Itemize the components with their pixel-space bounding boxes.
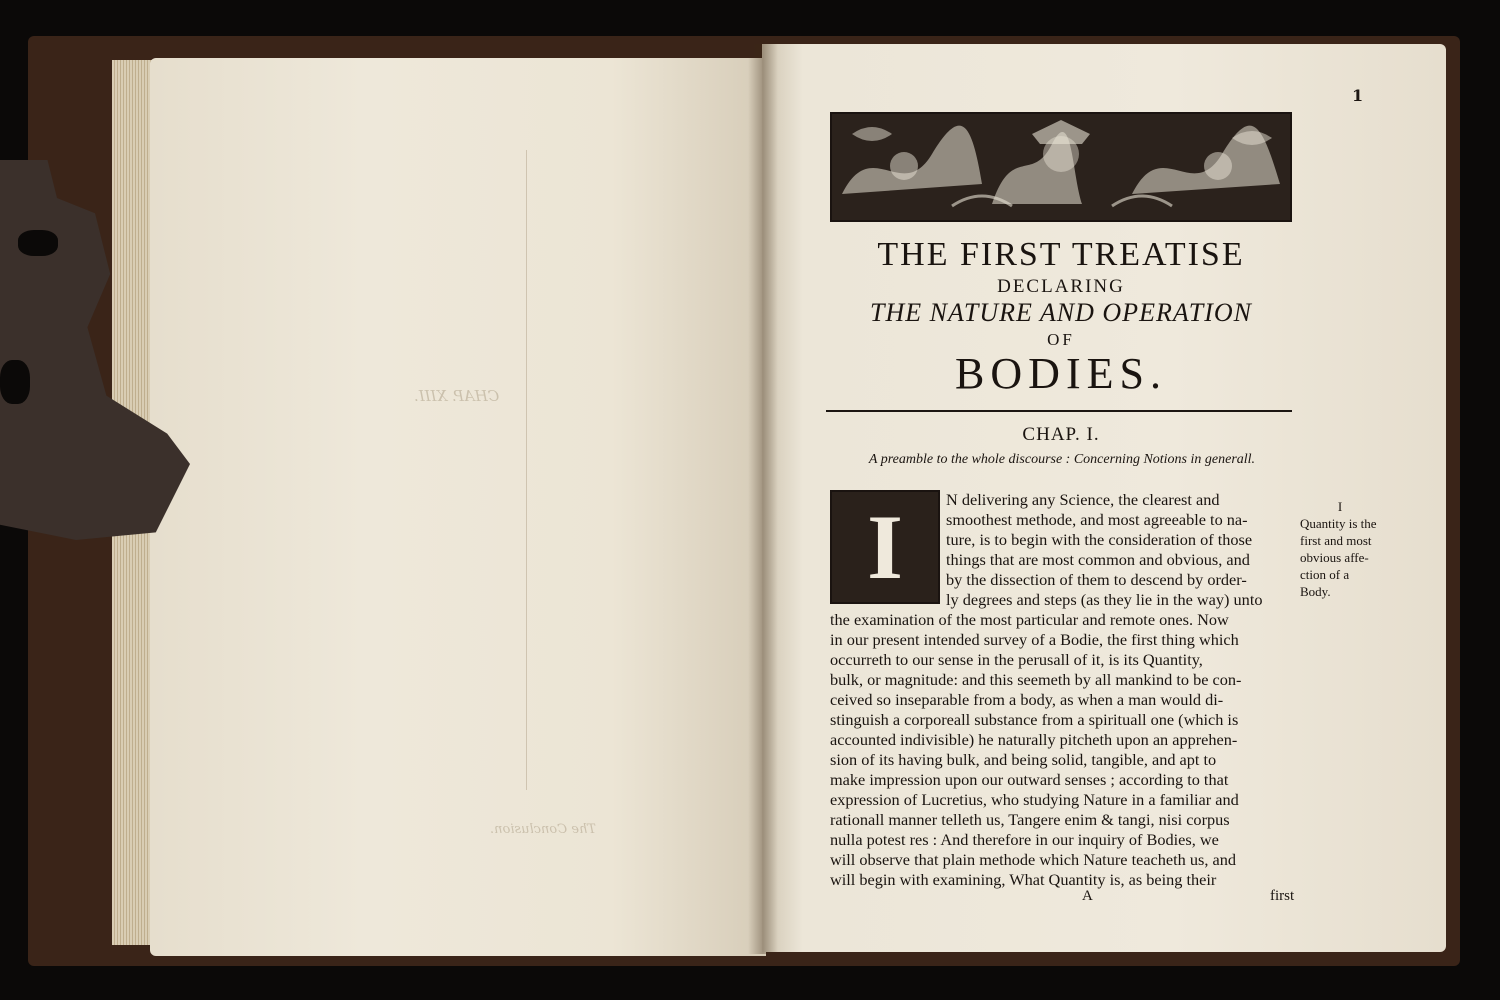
body-line: nulla potest res : And therefore in our inquiry of Bodies, we	[830, 830, 1219, 849]
ornamental-headpiece	[830, 112, 1292, 222]
body-line: by the dissection of them to descend by order-	[946, 570, 1247, 589]
body-line: the examination of the most particular and remote ones. Now	[830, 610, 1229, 629]
body-line: make impression upon our outward senses ; according to that	[830, 770, 1229, 789]
page-number: 1	[1352, 86, 1364, 105]
body-line: ceived so inseparable from a body, as when a man would di-	[830, 690, 1224, 709]
chapter-subtitle: A preamble to the whole discourse : Concerning Notions in generall.	[868, 452, 1256, 467]
body-line: will observe that plain methode which Nature teacheth us, and	[830, 850, 1236, 869]
verso-page	[150, 58, 766, 956]
body-line: in our present intended survey of a Bodie, the first thing which	[830, 630, 1239, 649]
body-line: stinguish a corporeall substance from a spirituall one (which is	[830, 710, 1239, 729]
body-line: expression of Lucretius, who studying Nature in a familiar and	[830, 790, 1239, 809]
marginal-note	[1300, 498, 1412, 600]
body-line: accounted indivisible) he naturally pitcheth upon an apprehen-	[830, 730, 1238, 749]
treatise-title: THE FIRST TREATISE	[877, 236, 1245, 273]
signature-mark: A	[1082, 888, 1093, 904]
bleed-through-rule	[526, 150, 527, 790]
marginal-note-text: Quantity is the first and most obvious affe- ction of a Body.	[1300, 516, 1377, 599]
body-line: bulk, or magnitude: and this seemeth by all mankind to be con-	[830, 670, 1242, 689]
title-rule	[826, 410, 1292, 412]
body-line: occurreth to our sense in the perusall of it, is its Quantity,	[830, 650, 1203, 669]
title-of: OF	[1047, 330, 1075, 349]
bleed-through-footer: The Conclusion.	[490, 822, 596, 837]
bleed-through-chapter: CHAP. XIII.	[414, 387, 500, 405]
chapter-heading: CHAP. I.	[1022, 424, 1100, 445]
body-line: smoothest methode, and most agreeable to na-	[946, 510, 1248, 529]
decorated-initial	[830, 490, 940, 604]
body-line: things that are most common and obvious, and	[946, 550, 1250, 569]
catchword: first	[1270, 888, 1295, 904]
gutter	[748, 44, 778, 954]
body-line: ture, is to begin with the consideration of those	[946, 530, 1253, 549]
body-line: ly degrees and steps (as they lie in the way) unto	[946, 590, 1263, 609]
body-line: N delivering any Science, the clearest and	[946, 490, 1220, 509]
body-line: will begin with examining, What Quantity is, as being their	[830, 870, 1217, 889]
title-bodies: BODIES.	[955, 349, 1167, 398]
title-nature-operation: THE NATURE AND OPERATION	[870, 298, 1252, 327]
body-line: sion of its having bulk, and being solid, tangible, and apt to	[830, 750, 1217, 769]
marginal-note-number: I	[1337, 499, 1343, 514]
drop-cap-letter: I	[867, 496, 903, 598]
body-line: rationall manner telleth us, Tangere enim & tangi, nisi corpus	[830, 810, 1230, 829]
title-declaring: DECLARING	[997, 276, 1125, 297]
